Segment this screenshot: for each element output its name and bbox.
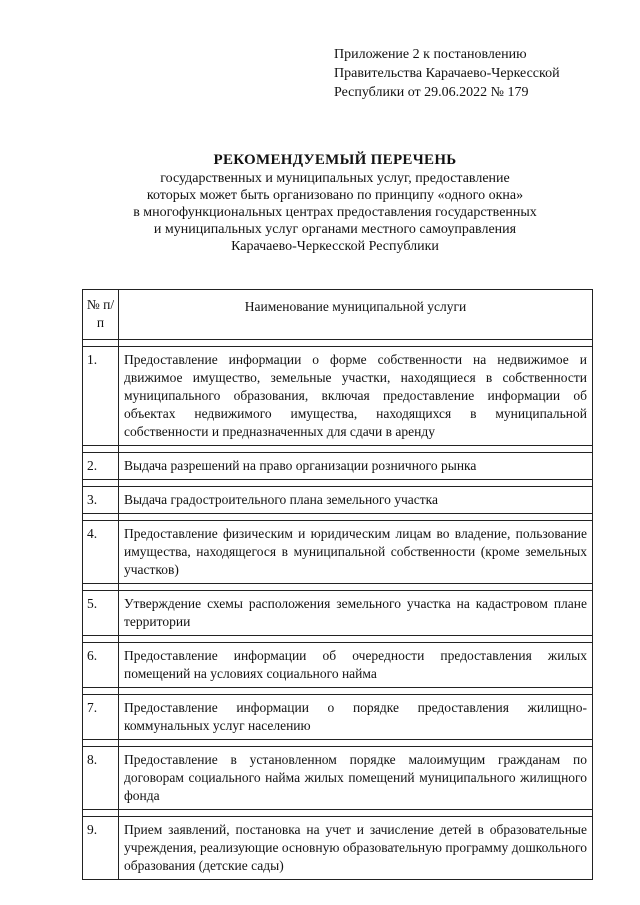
table-row [83,817,593,880]
row-service-name: Утверждение схемы расположения земельного участка на кадастровом плане территории [119,591,593,636]
row-number: 8. [83,747,119,810]
table-row [83,591,593,636]
table-row [83,747,593,810]
table-spacer [83,740,593,747]
table-spacer [83,446,593,453]
appendix-note [334,45,560,102]
table-spacer [83,514,593,521]
row-number: 1. [83,347,119,446]
header-number: № п/п [83,290,119,340]
header-service-name: Наименование муниципальной услуги [119,290,593,340]
table-row [83,643,593,688]
table-spacer [83,480,593,487]
row-number: 4. [83,521,119,584]
table-spacer [83,688,593,695]
row-number: 3. [83,487,119,514]
appendix-line: Приложение 2 к постановлению [334,47,527,62]
row-service-name: Предоставление информации об очередности предоставления жилых помещений на условиях социального найма [119,643,593,688]
table-header-row [83,290,593,340]
table-row [83,487,593,514]
appendix-line: Правительства Карачаево-Черкесской [334,66,560,81]
appendix-line: Республики от 29.06.2022 № 179 [334,85,529,100]
table-row [83,695,593,740]
row-service-name: Предоставление в установленном порядке малоимущим гражданам по договорам социального найма жилых помещений муниципального жилищного фонда [119,747,593,810]
row-service-name: Прием заявлений, постановка на учет и зачисление детей в образовательные учреждения, реализующие основную образовательную программу дошкольного образования (детские сады) [119,817,593,880]
row-number: 9. [83,817,119,880]
row-number: 2. [83,453,119,480]
row-service-name: Выдача разрешений на право организации розничного рынка [119,453,593,480]
document-title: РЕКОМЕНДУЕМЫЙ ПЕРЕЧЕНЬ [213,152,457,168]
row-number: 6. [83,643,119,688]
row-service-name: Выдача градостроительного плана земельного участка [119,487,593,514]
row-number: 7. [83,695,119,740]
document-subtitle-line: государственных и муниципальных услуг, предоставление [160,171,510,186]
row-service-name: Предоставление информации о форме собственности на недвижимое и движимое имущество, земельные участки, находящиеся в собственности муниципального образования, включая предоставление информации об объектах недвижимого имущества, находящихся в муниципальной собственности и предназначенных для сдачи в аренду [119,347,593,446]
row-service-name: Предоставление информации о порядке предоставления жилищно-коммунальных услуг населению [119,695,593,740]
table-spacer [83,584,593,591]
document-heading [80,150,590,255]
table-spacer [83,340,593,347]
row-number: 5. [83,591,119,636]
row-service-name: Предоставление физическим и юридическим лицам во владение, пользование имущества, находящегося в муниципальной собственности (кроме земельных участков) [119,521,593,584]
document-subtitle-line: которых может быть организовано по принципу «одного окна» [146,188,524,203]
table-spacer [83,810,593,817]
table-row [83,453,593,480]
document-subtitle-line: Карачаево-Черкесской Республики [231,239,439,254]
document-subtitle-line: и муниципальных услуг органами местного самоуправления [153,222,517,237]
table-spacer [83,636,593,643]
table-row [83,521,593,584]
document-subtitle-line: в многофункциональных центрах предоставления государственных [133,205,537,220]
services-table [82,289,593,880]
table-row [83,347,593,446]
